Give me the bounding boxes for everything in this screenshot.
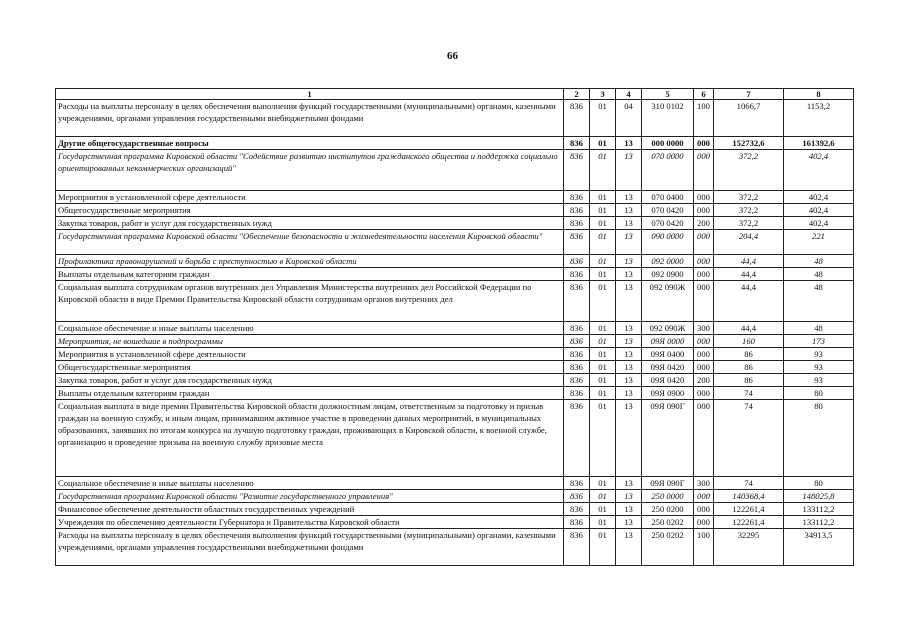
row-name-cell: Учреждения по обеспечению деятельности Губернатора и Правительства Кировской области [56,516,564,529]
expense-type-cell: 000 [694,150,714,191]
section-cell: 01 [590,335,616,348]
target-article-cell: 070 0420 [642,217,694,230]
header-cell: 8 [784,89,854,100]
sum-year2-cell: 133112,2 [784,516,854,529]
expense-type-cell: 000 [694,230,714,255]
target-article-cell: 000 0000 [642,137,694,150]
admin-code-cell: 836 [564,322,590,335]
sum-year2-cell: 402,4 [784,204,854,217]
admin-code-cell: 836 [564,217,590,230]
table-row [56,529,854,566]
subsection-cell: 13 [616,400,642,477]
section-cell: 01 [590,322,616,335]
section-cell: 01 [590,477,616,490]
expense-type-cell: 200 [694,217,714,230]
target-article-cell: 250 0202 [642,516,694,529]
target-article-cell: 092 090Ж [642,281,694,322]
admin-code-cell: 836 [564,191,590,204]
admin-code-cell: 836 [564,335,590,348]
section-cell: 01 [590,204,616,217]
sum-year1-cell: 122261,4 [714,503,784,516]
subsection-cell: 13 [616,516,642,529]
target-article-cell: 092 0900 [642,268,694,281]
admin-code-cell: 836 [564,400,590,477]
target-article-cell: 09Я 0400 [642,348,694,361]
target-article-cell: 070 0000 [642,150,694,191]
sum-year2-cell: 80 [784,387,854,400]
section-cell: 01 [590,150,616,191]
table-row [56,137,854,150]
header-cell: 1 [56,89,564,100]
sum-year1-cell: 32295 [714,529,784,566]
subsection-cell: 13 [616,217,642,230]
row-name-cell: Другие общегосударственные вопросы [56,137,564,150]
sum-year2-cell: 133112,2 [784,503,854,516]
admin-code-cell: 836 [564,230,590,255]
sum-year2-cell: 221 [784,230,854,255]
header-cell: 3 [590,89,616,100]
sum-year1-cell: 44,4 [714,281,784,322]
subsection-cell: 13 [616,255,642,268]
target-article-cell: 310 0102 [642,100,694,137]
row-name-cell: Государственная программа Кировской области "Развитие государственного управления" [56,490,564,503]
admin-code-cell: 836 [564,374,590,387]
row-name-cell: Выплаты отдельным категориям граждан [56,268,564,281]
sum-year2-cell: 48 [784,281,854,322]
sum-year1-cell: 372,2 [714,150,784,191]
table-row [56,490,854,503]
expense-type-cell: 000 [694,137,714,150]
table-row [56,217,854,230]
admin-code-cell: 836 [564,361,590,374]
subsection-cell: 04 [616,100,642,137]
section-cell: 01 [590,374,616,387]
sum-year2-cell: 1153,2 [784,100,854,137]
sum-year2-cell: 80 [784,400,854,477]
section-cell: 01 [590,281,616,322]
table-row [56,281,854,322]
admin-code-cell: 836 [564,516,590,529]
sum-year1-cell: 86 [714,348,784,361]
table-row [56,150,854,191]
admin-code-cell: 836 [564,268,590,281]
target-article-cell: 250 0000 [642,490,694,503]
table-row [56,204,854,217]
row-name-cell: Выплаты отдельным категориям граждан [56,387,564,400]
section-cell: 01 [590,516,616,529]
header-cell: 5 [642,89,694,100]
header-cell: 2 [564,89,590,100]
sum-year1-cell: 44,4 [714,255,784,268]
subsection-cell: 13 [616,387,642,400]
table-header-row [56,89,854,100]
table-row [56,374,854,387]
table-row [56,400,854,477]
subsection-cell: 13 [616,137,642,150]
target-article-cell: 090 0000 [642,230,694,255]
row-name-cell: Закупка товаров, работ и услуг для государственных нужд [56,217,564,230]
table-row [56,230,854,255]
section-cell: 01 [590,348,616,361]
sum-year2-cell: 93 [784,374,854,387]
section-cell: 01 [590,255,616,268]
sum-year1-cell: 1066,7 [714,100,784,137]
admin-code-cell: 836 [564,137,590,150]
sum-year1-cell: 86 [714,374,784,387]
table-row [56,268,854,281]
section-cell: 01 [590,503,616,516]
expense-type-cell: 000 [694,335,714,348]
admin-code-cell: 836 [564,387,590,400]
expense-type-cell: 000 [694,204,714,217]
admin-code-cell: 836 [564,348,590,361]
admin-code-cell: 836 [564,255,590,268]
table-row [56,322,854,335]
admin-code-cell: 836 [564,204,590,217]
section-cell: 01 [590,137,616,150]
table-row [56,503,854,516]
subsection-cell: 13 [616,490,642,503]
target-article-cell: 092 0000 [642,255,694,268]
section-cell: 01 [590,191,616,204]
table-row [56,335,854,348]
sum-year2-cell: 48 [784,322,854,335]
section-cell: 01 [590,490,616,503]
expense-type-cell: 000 [694,268,714,281]
expense-type-cell: 000 [694,387,714,400]
expense-type-cell: 200 [694,374,714,387]
sum-year2-cell: 48 [784,255,854,268]
expense-type-cell: 000 [694,281,714,322]
admin-code-cell: 836 [564,529,590,566]
row-name-cell: Государственная программа Кировской области "Содействие развитию институтов гражданского общества и поддержка социально ориентированных некоммерческих организаций" [56,150,564,191]
target-article-cell: 070 0420 [642,204,694,217]
sum-year1-cell: 152732,6 [714,137,784,150]
target-article-cell: 250 0202 [642,529,694,566]
page-number: 66 [447,50,458,62]
sum-year1-cell: 74 [714,387,784,400]
row-name-cell: Мероприятия в установленной сфере деятельности [56,348,564,361]
subsection-cell: 13 [616,348,642,361]
sum-year2-cell: 80 [784,477,854,490]
subsection-cell: 13 [616,268,642,281]
expense-type-cell: 000 [694,400,714,477]
section-cell: 01 [590,361,616,374]
section-cell: 01 [590,100,616,137]
row-name-cell: Общегосударственные мероприятия [56,361,564,374]
sum-year1-cell: 74 [714,477,784,490]
expense-type-cell: 000 [694,191,714,204]
sum-year1-cell: 74 [714,400,784,477]
sum-year2-cell: 148025,8 [784,490,854,503]
row-name-cell: Государственная программа Кировской области "Обеспечение безопасности и жизнедеятельности населения Кировской области" [56,230,564,255]
subsection-cell: 13 [616,204,642,217]
sum-year1-cell: 160 [714,335,784,348]
target-article-cell: 09Я 0000 [642,335,694,348]
table-row [56,516,854,529]
expense-type-cell: 300 [694,477,714,490]
expense-type-cell: 000 [694,503,714,516]
sum-year2-cell: 161392,6 [784,137,854,150]
subsection-cell: 13 [616,322,642,335]
table-row [56,348,854,361]
sum-year2-cell: 34913,5 [784,529,854,566]
sum-year1-cell: 372,2 [714,217,784,230]
row-name-cell: Расходы на выплаты персоналу в целях обеспечения выполнения функций государственными (муниципальными) органами, казенными учреждениями, органами управления государственными внебюджетными фондами [56,100,564,137]
table-row [56,477,854,490]
sum-year1-cell: 44,4 [714,268,784,281]
sum-year1-cell: 140368,4 [714,490,784,503]
row-name-cell: Финансовое обеспечение деятельности областных государственных учреждений [56,503,564,516]
sum-year2-cell: 48 [784,268,854,281]
expense-type-cell: 300 [694,322,714,335]
expense-type-cell: 000 [694,516,714,529]
expense-type-cell: 100 [694,529,714,566]
header-cell: 6 [694,89,714,100]
expense-type-cell: 000 [694,255,714,268]
budget-table [55,88,854,566]
section-cell: 01 [590,217,616,230]
row-name-cell: Закупка товаров, работ и услуг для государственных нужд [56,374,564,387]
expense-type-cell: 100 [694,100,714,137]
expense-type-cell: 000 [694,490,714,503]
admin-code-cell: 836 [564,490,590,503]
header-cell: 4 [616,89,642,100]
sum-year2-cell: 93 [784,348,854,361]
table-row [56,100,854,137]
subsection-cell: 13 [616,191,642,204]
row-name-cell: Профилактика правонарушений и борьба с преступностью в Кировской области [56,255,564,268]
sum-year1-cell: 372,2 [714,204,784,217]
target-article-cell: 09Я 0420 [642,361,694,374]
sum-year2-cell: 402,4 [784,191,854,204]
subsection-cell: 13 [616,503,642,516]
target-article-cell: 09Я 0900 [642,387,694,400]
row-name-cell: Расходы на выплаты персоналу в целях обеспечения выполнения функций государственными (муниципальными) органами, казенными учреждениями, органами управления государственными внебюджетными фондами [56,529,564,566]
row-name-cell: Социальное обеспечение и иные выплаты населению [56,322,564,335]
target-article-cell: 09Я 0420 [642,374,694,387]
subsection-cell: 13 [616,477,642,490]
section-cell: 01 [590,529,616,566]
subsection-cell: 13 [616,335,642,348]
table-row [56,191,854,204]
sum-year1-cell: 44,4 [714,322,784,335]
sum-year2-cell: 93 [784,361,854,374]
table-body [56,89,854,566]
table-row [56,387,854,400]
target-article-cell: 070 0400 [642,191,694,204]
section-cell: 01 [590,400,616,477]
sum-year2-cell: 402,4 [784,217,854,230]
row-name-cell: Мероприятия в установленной сфере деятельности [56,191,564,204]
admin-code-cell: 836 [564,150,590,191]
admin-code-cell: 836 [564,477,590,490]
sum-year2-cell: 173 [784,335,854,348]
section-cell: 01 [590,387,616,400]
admin-code-cell: 836 [564,503,590,516]
row-name-cell: Социальная выплата в виде премии Правительства Кировской области должностным лицам, ответственным за подготовку и призыв граждан на военную службу, и иным лицам, принимавшим активное участие в проведении данных мероприятий, в муниципальных образованиях, занявших по итогам конкурса на лучшую подготовку граждан, проживающих в Кировской области, к военной службе, организацию и проведение призыва на военную службу призовые места [56,400,564,477]
expense-type-cell: 000 [694,361,714,374]
row-name-cell: Социальное обеспечение и иные выплаты населению [56,477,564,490]
section-cell: 01 [590,230,616,255]
section-cell: 01 [590,268,616,281]
subsection-cell: 13 [616,150,642,191]
target-article-cell: 09Я 090Г [642,400,694,477]
sum-year1-cell: 86 [714,361,784,374]
sum-year1-cell: 372,2 [714,191,784,204]
row-name-cell: Мероприятия, не вошедшие в подпрограммы [56,335,564,348]
row-name-cell: Социальная выплата сотрудникам органов внутренних дел Управления Министерства внутренних дел Российской Федерации по Кировской области в виде Премии Правительства Кировской области сотрудникам органов внутренних дел [56,281,564,322]
target-article-cell: 092 090Ж [642,322,694,335]
subsection-cell: 13 [616,230,642,255]
row-name-cell: Общегосударственные мероприятия [56,204,564,217]
subsection-cell: 13 [616,361,642,374]
target-article-cell: 09Я 090Г [642,477,694,490]
admin-code-cell: 836 [564,281,590,322]
admin-code-cell: 836 [564,100,590,137]
subsection-cell: 13 [616,281,642,322]
subsection-cell: 13 [616,374,642,387]
target-article-cell: 250 0200 [642,503,694,516]
sum-year2-cell: 402,4 [784,150,854,191]
subsection-cell: 13 [616,529,642,566]
sum-year1-cell: 204,4 [714,230,784,255]
sum-year1-cell: 122261,4 [714,516,784,529]
table-row [56,255,854,268]
table-row [56,361,854,374]
header-cell: 7 [714,89,784,100]
expense-type-cell: 000 [694,348,714,361]
